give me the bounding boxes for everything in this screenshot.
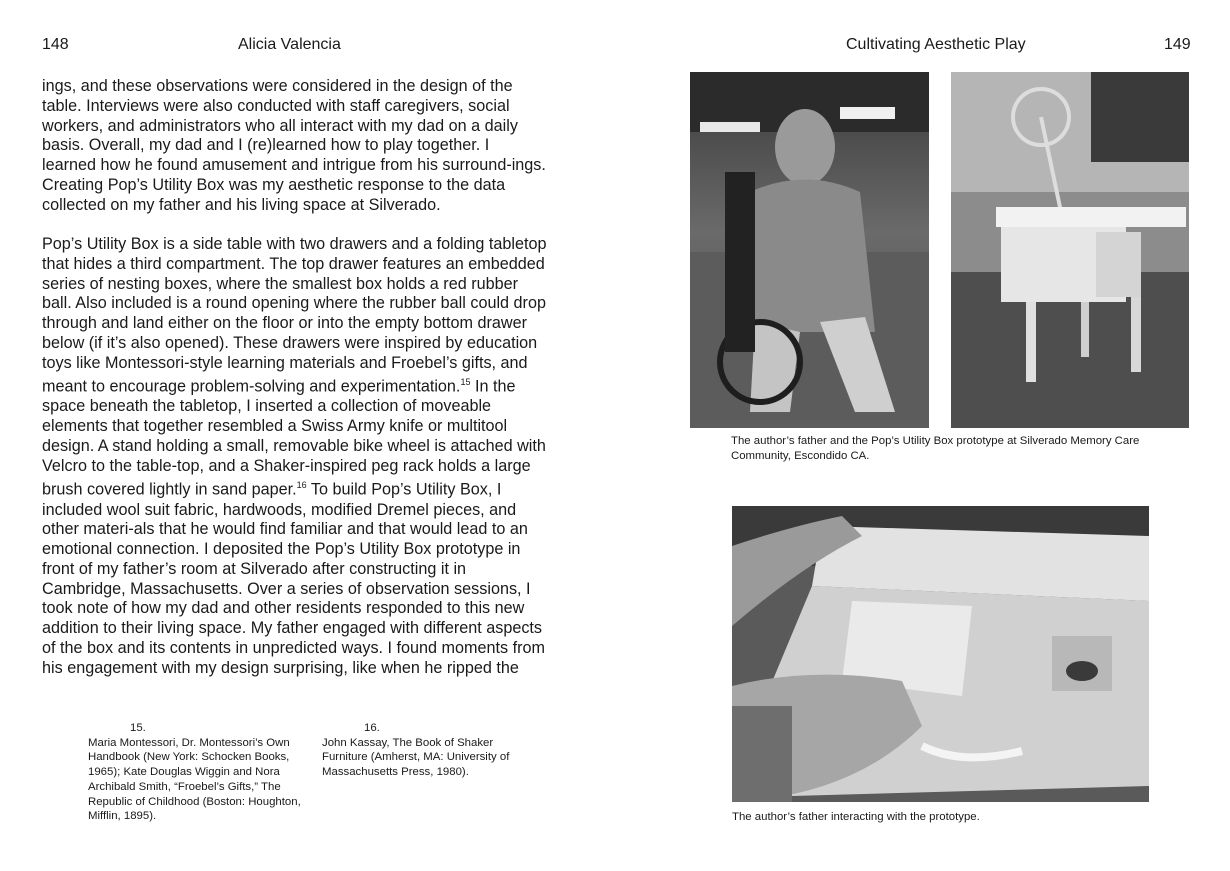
paragraph-text: , I included wool suit fabric, hardwoods, modified Dremel pieces, and other materi-als that he would find familiar and that would lead to an emotional connection. I deposited the xyxy=(42,480,528,559)
footnote-text: Maria Montessori, Dr. Montessori’s Own Handbook (New York: Schocken Books, 1965); Kate Douglas Wiggin and Nora Archibald Smith, “Froebel’s Gifts,” The Republic of Childhood (Boston: Houghton, Mifflin, 1895). xyxy=(88,736,301,823)
photo-hands-drawer xyxy=(732,506,1149,802)
footnote-15 xyxy=(88,721,304,824)
body-text xyxy=(42,77,547,678)
paragraph-text: To build xyxy=(306,480,372,499)
footnote-16 xyxy=(322,721,534,780)
footnote-text: John Kassay, The Book of Shaker Furniture (Amherst, MA: University of Massachusetts Press, 1980). xyxy=(322,736,510,779)
work-title: Pop’s Utility Box xyxy=(42,235,159,253)
footnote-ref[interactable]: 16 xyxy=(296,480,307,491)
paragraph-2 xyxy=(42,235,547,678)
running-head-left: Alicia Valencia xyxy=(238,36,341,53)
paragraph-text: is a side table with two drawers and a folding tabletop that hides a third compartment. The top drawer features an embedded series of nesting boxes, where the smallest box holds a red rubber ball. Also included is a round opening where the rubber ball could drop through and land either on the floor or into the empty bottom drawer below (if it’s also opened). These drawers were inspired by education toys like Montessori-style learning materials and Froebel’s gifts, and meant to encourage problem-solving and experimentation. xyxy=(42,235,547,396)
work-title: Pop’s Utility Box xyxy=(107,175,225,194)
caption-bottom: The author’s father interacting with the prototype. xyxy=(732,811,980,823)
work-title: Pop’s Utility Box xyxy=(314,540,432,559)
footnote-number: 16. xyxy=(364,722,380,734)
footnote-ref[interactable]: 15 xyxy=(460,377,471,388)
work-title: Pop’s Utility Box xyxy=(371,480,488,499)
caption-top: The author’s father and the Pop’s Utility Box prototype at Silverado Memory Care Community, Escondido CA. xyxy=(731,435,1140,462)
page-number-left: 148 xyxy=(42,36,69,53)
paragraph-text: was my aesthetic response to the data collected on my father and his living space at Silverado. xyxy=(42,175,506,214)
paragraph-text: prototype in front of my father’s room at Silverado after constructing it in Cambridge, Massachusetts. Over a series of observation sessions, I took note of how my dad and other residents responded to this new addition to their living space. My father engaged with different aspects of the box and its contents in unpredicted ways. I found moments from his engagement with my design surprising, like when he ripped the xyxy=(42,540,545,677)
paragraph-text: ings, and these observations were considered in the design of the table. Interviews were also conducted with staff caregivers, social workers, and administrators who all interact with my dad on a daily basis. Overall, my dad and I (re)learned how to play together. I learned how he found amusement and intrigue from his surround-ings. Creating xyxy=(42,77,546,194)
footnote-number: 15. xyxy=(130,722,146,734)
running-head-right: Cultivating Aesthetic Play xyxy=(846,36,1026,53)
photo-utility-box xyxy=(951,72,1189,428)
photo-father-wheelchair xyxy=(690,72,929,428)
page-number-right: 149 xyxy=(1164,36,1191,53)
paragraph-1 xyxy=(42,77,547,215)
paragraph-text: In the space beneath the tabletop, I inserted a collection of moveable elements that together resembled a Swiss Army knife or multitool design. A stand holding a small, removable bike wheel is attached with Velcro to the table-top, and a Shaker-inspired peg rack holds a large brush covered lightly in sand paper. xyxy=(42,377,546,499)
